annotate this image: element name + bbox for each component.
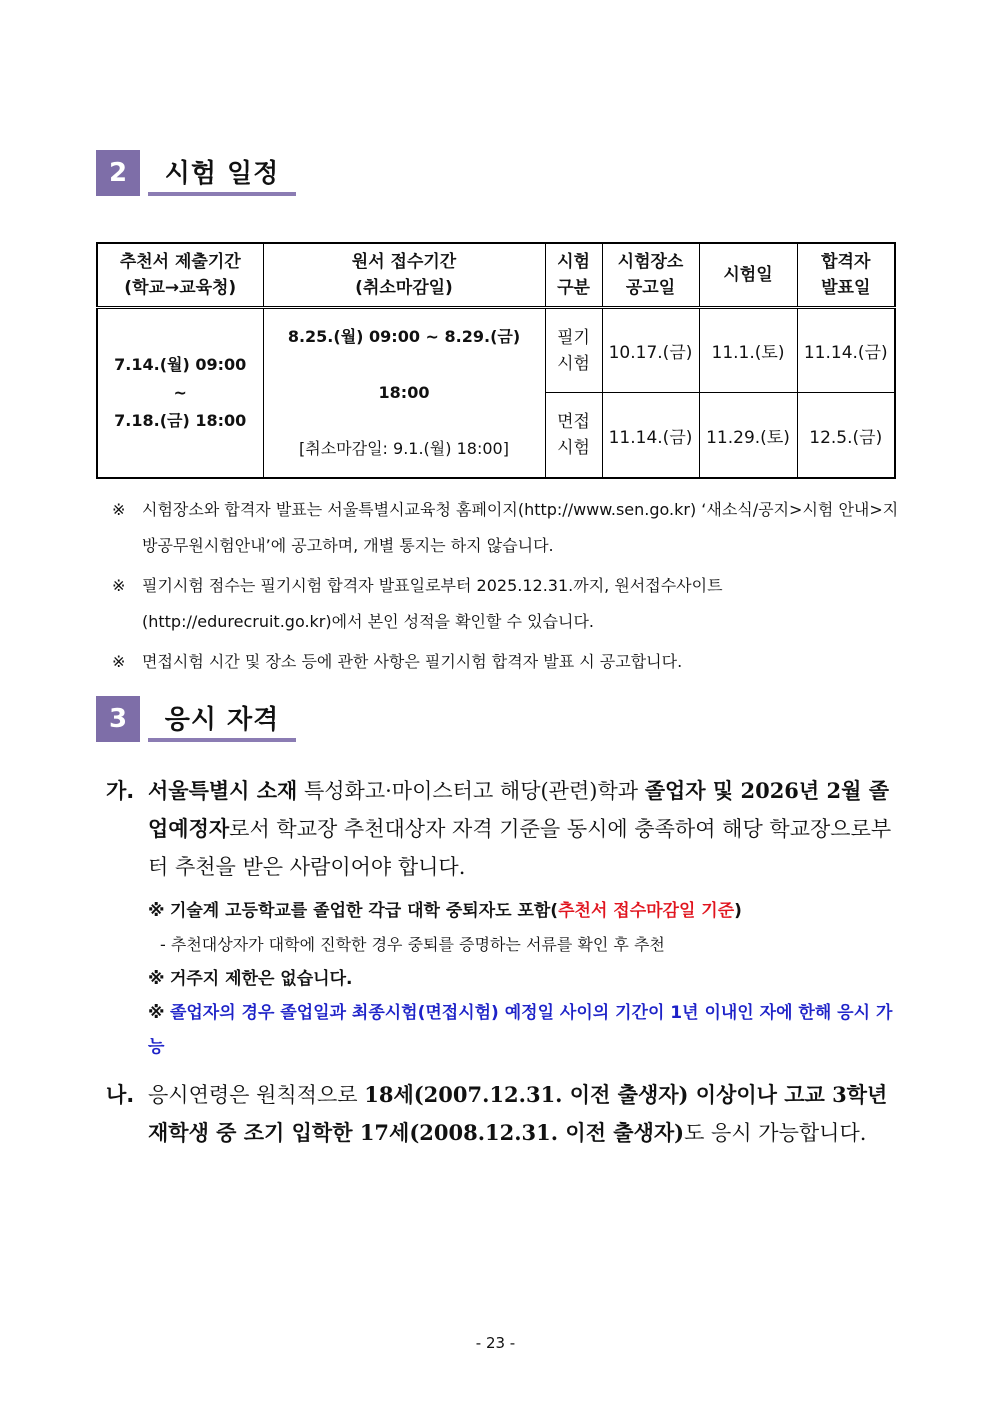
recommend-period: 7.14.(월) 09:00 ~ 7.18.(금) 18:00 — [97, 308, 263, 479]
note-item: ※ 면접시험 시간 및 장소 등에 관한 사항은 필기시험 합격자 발표 시 공고합니다. — [112, 644, 902, 680]
header-exam-date: 시험일 — [699, 243, 797, 308]
result-date: 11.14.(금) — [797, 308, 895, 393]
header-venue-notice: 시험장소 공고일 — [602, 243, 699, 308]
result-date: 12.5.(금) — [797, 393, 895, 478]
sub-note: ※ 기술계 고등학교를 졸업한 각급 대학 중퇴자도 포함(추천서 접수마감일 기준) — [148, 901, 742, 921]
section-number: 2 — [96, 150, 140, 196]
header-exam-type: 시험 구분 — [545, 243, 602, 308]
section-title: 응시 자격 — [148, 696, 296, 742]
qualification-body — [106, 772, 898, 1152]
venue-notice-date: 11.14.(금) — [602, 393, 699, 478]
page-number: - 23 - — [475, 1334, 516, 1352]
table-row — [97, 308, 895, 393]
schedule-table — [96, 242, 896, 479]
application-period: 8.25.(월) 09:00 ~ 8.29.(금) 18:00 [취소마감일: 9.1.(월) 18:00] — [263, 308, 545, 479]
section-title: 시험 일정 — [148, 150, 296, 196]
schedule-notes — [112, 492, 902, 680]
paragraph-na: 나. 응시연령은 원칙적으로 18세(2007.12.31. 이전 출생자) 이상이나 고교 3학년 재학생 중 조기 입학한 17세(2008.12.31. 이전 출생자)도 응시 가능합니다. — [106, 1082, 888, 1145]
venue-notice-date: 10.17.(금) — [602, 308, 699, 393]
reference-mark-icon: ※ — [112, 652, 126, 671]
sub-note: ※ 거주지 제한은 없습니다. — [148, 969, 353, 989]
exam-date: 11.29.(토) — [699, 393, 797, 478]
note-item: ※ 시험장소와 합격자 발표는 서울특별시교육청 홈페이지(http://www.sen.go.kr) ‘새소식/공지>시험 안내>지방공무원시험안내’에 공고하며, 개별 통지는 하지 않습니다. — [112, 492, 902, 564]
sub-note: ※ 졸업자의 경우 졸업일과 최종시험(면접시험) 예정일 사이의 기간이 1년 이내인 자에 한해 응시 가능 — [148, 1003, 893, 1057]
exam-type: 필기 시험 — [545, 308, 602, 393]
exam-type: 면접 시험 — [545, 393, 602, 478]
header-recommend: 추천서 제출기간 (학교→교육청) — [97, 243, 263, 308]
section-number: 3 — [96, 696, 140, 742]
reference-mark-icon: ※ — [112, 576, 126, 595]
paragraph-ga: 가. 서울특별시 소재 특성화고·마이스터고 해당(관련)학과 졸업자 및 2026년 2월 졸업예정자로서 학교장 추천대상자 자격 기준을 동시에 충족하여 해당 학교장으로부터 추천을 받은 사람이어야 합니다. — [106, 778, 892, 879]
table-header-row — [97, 243, 895, 308]
sub-note: - 추천대상자가 대학에 진학한 경우 중퇴를 증명하는 서류를 확인 후 추천 — [160, 935, 665, 954]
exam-date: 11.1.(토) — [699, 308, 797, 393]
header-result-date: 합격자 발표일 — [797, 243, 895, 308]
note-item: ※ 필기시험 점수는 필기시험 합격자 발표일로부터 2025.12.31.까지, 원서접수사이트(http://edurecruit.go.kr)에서 본인 성적을 확인할 수 있습니다. — [112, 568, 902, 640]
header-application: 원서 접수기간 (취소마감일) — [263, 243, 545, 308]
reference-mark-icon: ※ — [112, 500, 126, 519]
